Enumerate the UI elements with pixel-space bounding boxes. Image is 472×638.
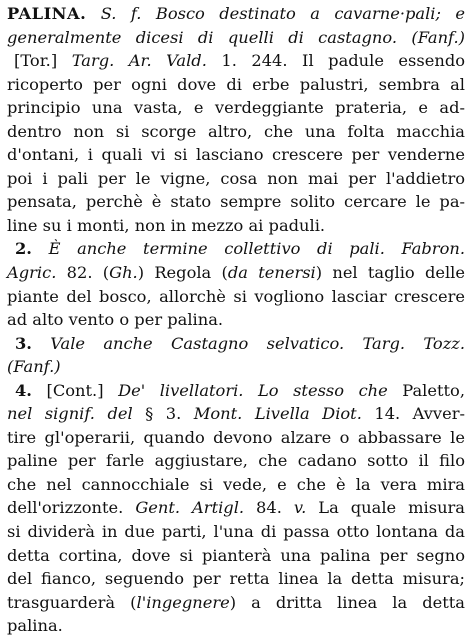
entry-text-segment: dell'orizzonte. <box>7 498 136 518</box>
entry-text-segment: È anche termine collettivo di pali. Fabron. <box>31 239 465 259</box>
entry-text-segment: [Tor.] <box>14 51 72 71</box>
entry-text-segment: v. <box>293 498 307 518</box>
entry-text-segment: [Cont.] <box>31 380 119 400</box>
entry-line <box>7 449 465 473</box>
headword: PALINA. <box>7 4 87 23</box>
entry-text-segment: ) a dritta linea la detta <box>229 592 465 612</box>
entry-text-segment: Gent. Artigl. <box>135 498 245 518</box>
entry-text-segment: generalmente dicesi di quelli di castagno. (Fanf.) <box>7 27 465 47</box>
sense-number: 3. <box>15 333 32 353</box>
entry-line <box>7 567 465 591</box>
entry-text-segment: nel signif. del <box>7 404 133 424</box>
entry-line <box>7 73 465 97</box>
entry-line <box>7 308 465 332</box>
sense-number: 2. <box>15 239 32 259</box>
entry-text-segment: detta cortina, dove si pianterà una palina per segno <box>7 545 465 565</box>
entry-text-segment: ) Regola ( <box>137 263 228 283</box>
entry-text-segment: trasguarderà ( <box>7 592 137 612</box>
entry-line <box>7 143 465 167</box>
entry-line <box>7 520 465 544</box>
entry-text-segment: tire gl'operarii, quando devono alzare o abbassare le <box>7 427 465 447</box>
entry-line <box>7 379 465 403</box>
entry-text-segment: Paletto, <box>387 380 465 400</box>
entry-line <box>7 190 465 214</box>
entry-text-segment: La quale misura <box>306 498 465 518</box>
entry-line <box>7 261 465 285</box>
entry-line <box>7 332 465 356</box>
entry-line <box>7 426 465 450</box>
entry-line <box>7 2 465 26</box>
entry-text-segment: da tenersi <box>227 263 316 283</box>
entry-line <box>7 214 465 238</box>
entry-text-segment: piante del bosco, allorchè si vogliono lasciar crescere <box>7 286 465 306</box>
entry-line <box>7 120 465 144</box>
entry-line <box>7 49 465 73</box>
entry-text-segment: Agric. <box>7 263 57 283</box>
entry-line <box>7 26 465 50</box>
entry-text-segment: § 3. <box>132 404 194 424</box>
entry-text-segment: ) nel taglio delle <box>315 263 465 283</box>
entry-text-segment: Vale anche Castagno selvatico. Targ. Tozz. <box>31 333 465 353</box>
entry-text-segment: S. f. Bosco destinato a cavarne·pali; e <box>86 4 465 23</box>
entry-line <box>7 237 465 261</box>
dictionary-entry-palina <box>7 2 465 638</box>
entry-text-segment: ricoperto per ogni dove di erbe palustri, sembra al <box>7 74 465 94</box>
entry-text-segment: line su i monti, non in mezzo ai paduli. <box>7 215 326 235</box>
entry-line <box>7 355 465 379</box>
entry-line <box>7 473 465 497</box>
entry-line <box>7 496 465 520</box>
entry-text-segment: Gh. <box>109 263 138 283</box>
entry-text-segment: ad alto vento o per palina. <box>7 310 224 330</box>
entry-text-segment: l'ingegnere <box>136 592 230 612</box>
entry-text-segment: che nel cannocchiale si vede, e che è la vera mira <box>7 474 465 494</box>
sense-number: 4. <box>15 380 32 400</box>
entry-text-segment: dentro non si scorge altro, che una folta macchia <box>7 121 465 141</box>
entry-text-segment: De' livellatori. Lo stesso che <box>118 380 388 400</box>
entry-text-segment: 14. Avver- <box>361 404 465 424</box>
entry-text-segment: Mont. Livella Diot. <box>193 404 362 424</box>
entry-text-segment: paline per farle aggiustare, che cadano sotto il filo <box>7 451 465 471</box>
entry-text-segment: d'ontani, i quali vi si lasciano crescere per venderne <box>7 145 465 165</box>
entry-text-segment: principio una vasta, e verdeggiante prateria, e ad- <box>7 98 465 118</box>
entry-line <box>7 591 465 615</box>
entry-text-segment: 84. <box>244 498 294 518</box>
entry-line <box>7 402 465 426</box>
entry-text-segment: palina. <box>7 616 63 636</box>
entry-text-segment: poi i pali per le vigne, cosa non mai per l'addietro <box>7 168 465 188</box>
entry-text-segment: 1. 244. Il padule essendo <box>206 51 465 71</box>
entry-text-segment: 82. ( <box>56 263 110 283</box>
entry-text-segment: pensata, perchè è stato sempre solito cercare le pa- <box>7 192 465 212</box>
entry-line <box>7 96 465 120</box>
entry-text-segment: Targ. Ar. Vald. <box>71 51 207 71</box>
entry-text-segment: del fianco, seguendo per retta linea la detta misura; <box>7 569 465 589</box>
entry-line <box>7 167 465 191</box>
entry-text-segment: (Fanf.) <box>7 357 61 377</box>
entry-line <box>7 285 465 309</box>
entry-line <box>7 544 465 568</box>
entry-text-segment: si dividerà in due parti, l'una di passa otto lontana da <box>7 522 465 542</box>
entry-line <box>7 614 465 638</box>
